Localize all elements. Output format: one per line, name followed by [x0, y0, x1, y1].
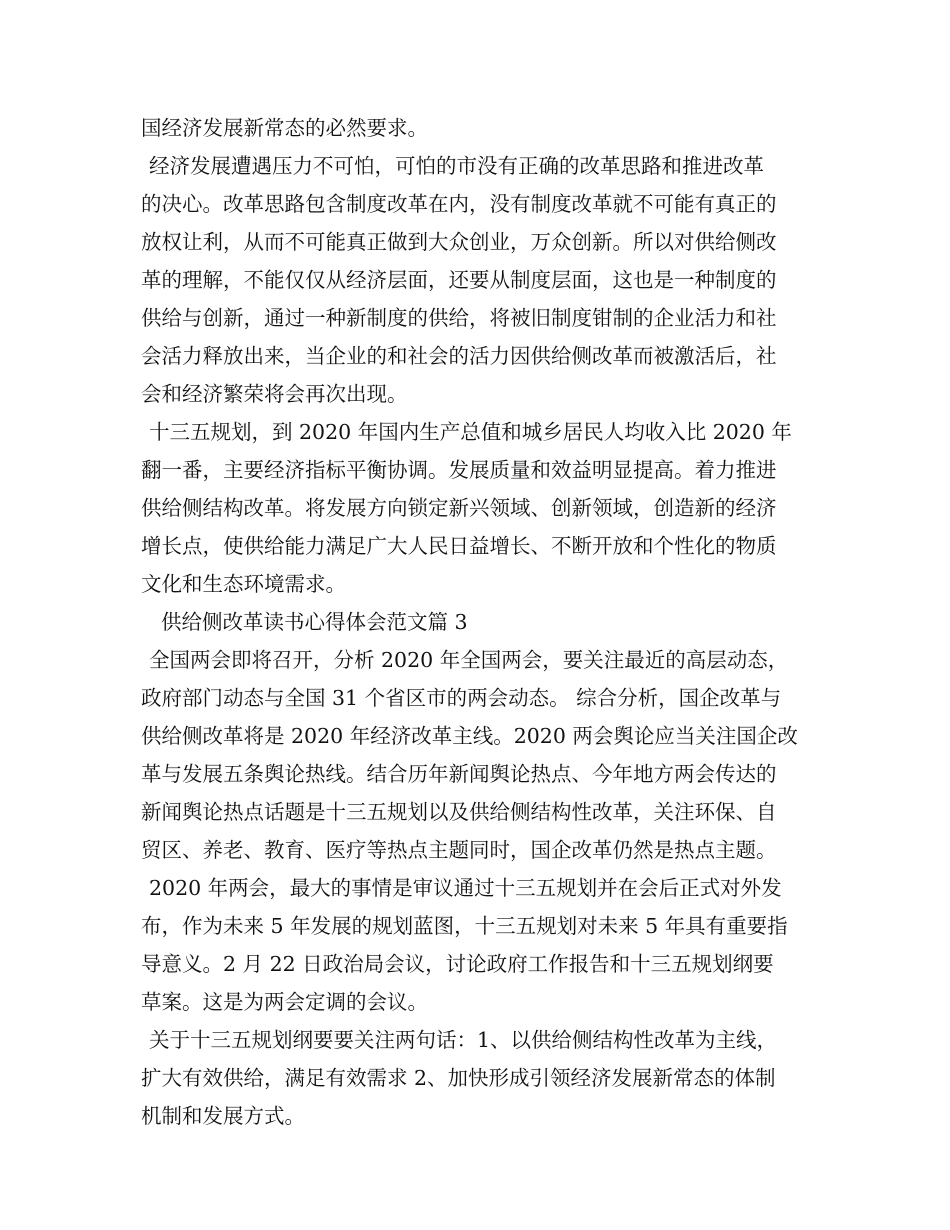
text-line: 革与发展五条舆论热线。结合历年新闻舆论热点、今年地方两会传达的 — [141, 762, 777, 786]
text-line: 增长点，使供给能力满足广大人民日益增长、不断开放和个性化的物质 — [141, 534, 777, 558]
section-heading: 供给侧改革读书心得体会范文篇 3 — [161, 610, 468, 634]
text-line: 新闻舆论热点话题是十三五规划以及供给侧结构性改革，关注环保、自 — [141, 800, 777, 824]
text-line: 供给与创新，通过一种新制度的供给，将被旧制度钳制的企业活力和社 — [141, 306, 777, 330]
text-line: 政府部门动态与全国 31 个省区市的两会动态。 综合分析，国企改革与 — [141, 686, 782, 710]
text-line: 草案。这是为两会定调的会议。 — [141, 990, 428, 1014]
text-line: 关于十三五规划纲要要关注两句话：1、以供给侧结构性改革为主线， — [149, 1028, 778, 1052]
text-line: 经济发展遭遇压力不可怕，可怕的市没有正确的改革思路和推进改革 — [149, 154, 764, 178]
text-line: 机制和发展方式。 — [141, 1104, 305, 1128]
text-line: 扩大有效供给，满足有效需求 2、加快形成引领经济发展新常态的体制 — [141, 1066, 776, 1090]
text-line: 翻一番，主要经济指标平衡协调。发展质量和效益明显提高。着力推进 — [141, 458, 777, 482]
text-line: 全国两会即将召开，分析 2020 年全国两会，要关注最近的高层动态， — [149, 648, 789, 672]
text-line: 导意义。2 月 22 日政治局会议，讨论政府工作报告和十三五规划纲要 — [141, 952, 774, 976]
text-line: 布，作为未来 5 年发展的规划蓝图，十三五规划对未来 5 年具有重要指 — [141, 914, 788, 938]
text-line: 文化和生态环境需求。 — [141, 572, 346, 596]
text-line: 国经济发展新常态的必然要求。 — [141, 116, 428, 140]
text-line: 放权让利，从而不可能真正做到大众创业，万众创新。所以对供给侧改 — [141, 230, 777, 254]
text-line: 的决心。改革思路包含制度改革在内，没有制度改革就不可能有真正的 — [141, 192, 777, 216]
text-line: 贸区、养老、教育、医疗等热点主题同时，国企改革仍然是热点主题。 — [141, 838, 777, 862]
text-line: 2020 年两会，最大的事情是审议通过十三五规划并在会后正式对外发 — [149, 876, 782, 900]
text-line: 会活力释放出来，当企业的和社会的活力因供给侧改革而被激活后，社 — [141, 344, 777, 368]
text-line: 供给侧改革将是 2020 年经济改革主线。2020 两会舆论应当关注国企改 — [141, 724, 798, 748]
text-line: 革的理解，不能仅仅从经济层面，还要从制度层面，这也是一种制度的 — [141, 268, 777, 292]
text-line: 会和经济繁荣将会再次出现。 — [141, 382, 408, 406]
text-line: 供给侧结构改革。将发展方向锁定新兴领域、创新领域，创造新的经济 — [141, 496, 777, 520]
document-body — [141, 109, 816, 1135]
text-line: 十三五规划，到 2020 年国内生产总值和城乡居民人均收入比 2020 年 — [149, 420, 792, 444]
